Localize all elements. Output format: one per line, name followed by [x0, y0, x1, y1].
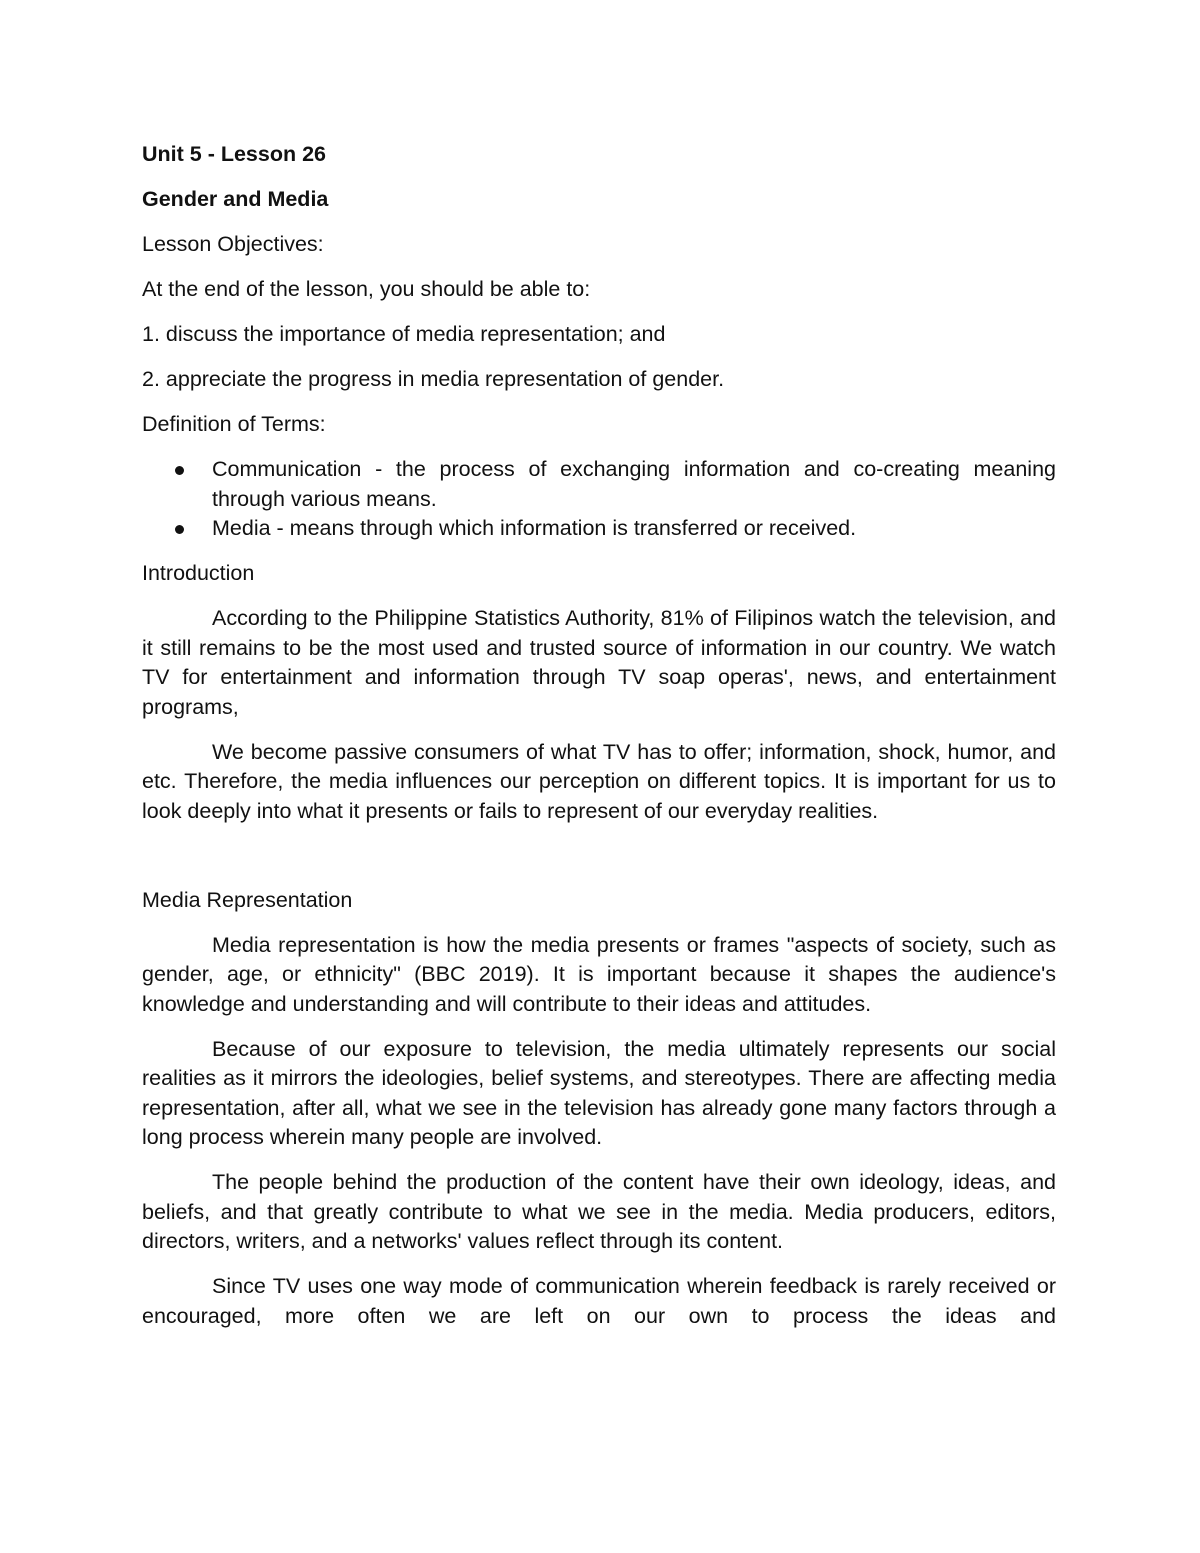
definitions-heading: Definition of Terms:: [142, 412, 326, 436]
definition-text: Communication - the process of exchanging information and co-creating meaning through various means.: [212, 457, 1056, 511]
media-representation-paragraph-1: Media representation is how the media presents or frames "aspects of society, such as gender, age, or ethnicity" (BBC 2019). It is important because it shapes the audience's knowledge and understanding and will contribute to their ideas and attitudes.: [142, 932, 1056, 1016]
definitions-list: [142, 455, 1056, 544]
objective-item-2: 2. appreciate the progress in media representation of gender.: [142, 367, 725, 391]
introduction-paragraph-1: According to the Philippine Statistics Authority, 81% of Filipinos watch the television, and it still remains to be the most used and trusted source of information in our country. We watch TV for entertainment and information through TV soap operas', news, and entertainment programs,: [142, 606, 1056, 719]
definition-item-media: [142, 514, 1056, 544]
unit-lesson-heading: Unit 5 - Lesson 26: [142, 142, 326, 166]
bullet-icon: [175, 525, 184, 534]
introduction-heading: Introduction: [142, 561, 255, 585]
media-representation-paragraph-2: Because of our exposure to television, the media ultimately represents our social realities as it mirrors the ideologies, belief systems, and stereotypes. There are affecting media representation, after all, what we see in the television has already gone many factors through a long process wherein many people are involved.: [142, 1036, 1056, 1149]
objectives-intro: At the end of the lesson, you should be able to:: [142, 277, 591, 301]
bullet-icon: [175, 466, 184, 475]
objective-item-1: 1. discuss the importance of media representation; and: [142, 322, 666, 346]
objectives-heading: Lesson Objectives:: [142, 232, 324, 256]
media-representation-heading: Media Representation: [142, 887, 353, 912]
lesson-title: Gender and Media: [142, 187, 329, 211]
media-representation-paragraph-4: Since TV uses one way mode of communication wherein feedback is rarely received or encouraged, more often we are left on our own to process the ideas and: [142, 1274, 1056, 1328]
media-representation-paragraph-3: The people behind the production of the content have their own ideology, ideas, and beliefs, and that greatly contribute to what we see in the media. Media producers, editors, directors, writers, and a networks' values reflect through its content.: [142, 1170, 1056, 1253]
definition-item-communication: [142, 455, 1056, 514]
section-spacer: [142, 842, 1056, 886]
definition-text: Media - means through which information is transferred or received.: [212, 516, 857, 540]
introduction-paragraph-2: We become passive consumers of what TV has to offer; information, shock, humor, and etc. Therefore, the media influences our perception on different topics. It is important for us to look deeply into what it presents or fails to represent of our everyday realities.: [142, 739, 1056, 823]
document-page: [142, 140, 1056, 1347]
